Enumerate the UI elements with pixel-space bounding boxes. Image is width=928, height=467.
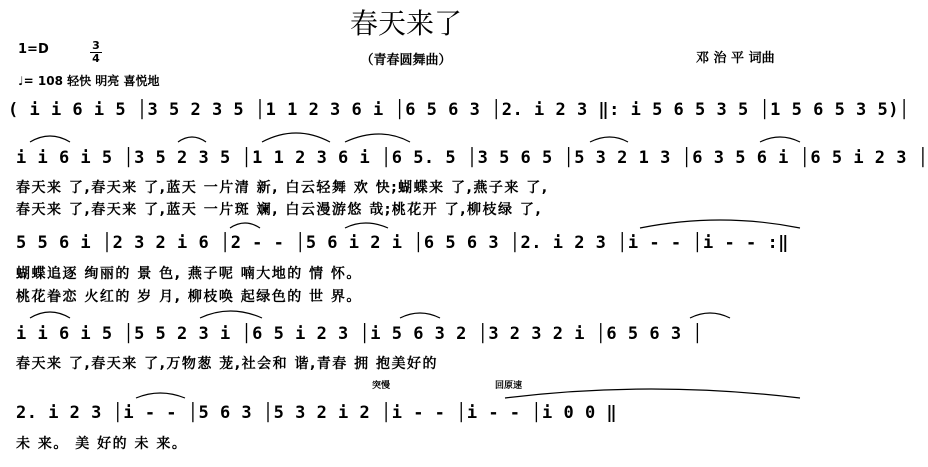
meter-numerator: 3 bbox=[90, 40, 102, 53]
a-tempo-mark: 回原速 bbox=[495, 381, 523, 391]
notation-line-3: 5 5 6 i │2 3 2 i 6 │2 - - │5 6 i 2 i │6 5 6 3 │2. i 2 3 │i - - │i - - :‖ bbox=[16, 233, 789, 253]
lyric-line-5: 未 来。 美 好的 未 来。 bbox=[16, 436, 188, 452]
notation-line-2: i i 6 i 5 │3 5 2 3 5 │1 1 2 3 6 i │6 5. 5 │3 5 6 5 │5 3 2 1 3 │6 3 5 6 i │6 5 i 2 3 │ bbox=[16, 148, 928, 168]
notation-line-5: 2. i 2 3 │i - - │5 6 3 │5 3 2 i 2 │i - - │i - - │i 0 0 ‖ bbox=[16, 403, 618, 423]
song-subtitle: （青春圆舞曲） bbox=[360, 53, 452, 68]
tempo-marking: ♩= 108 轻快 明亮 喜悦地 bbox=[18, 74, 160, 88]
lyric-line-2-verse-1: 春天来 了,春天来 了,蓝天 一片清 新, 白云轻舞 欢 快;蝴蝶来 了,燕子来 了, bbox=[16, 180, 549, 196]
notation-line-4: i i 6 i 5 │5 5 2 3 i │6 5 i 2 3 │i 5 6 3 2 │3 2 3 2 i │6 5 6 3 │ bbox=[16, 324, 704, 344]
lyric-line-4: 春天来 了,春天来 了,万物葱 茏,社会和 谐,青春 拥 抱美好的 bbox=[16, 356, 439, 372]
lyric-line-3-verse-2: 桃花眷恋 火红的 岁 月, 柳枝唤 起绿色的 世 界。 bbox=[16, 289, 362, 305]
notation-line-1: ( i i 6 i 5 │3 5 2 3 5 │1 1 2 3 6 i │6 5 6 3 │2. i 2 3 ‖: i 5 6 5 3 5 │1 5 6 5 3 5)│ bbox=[8, 100, 910, 120]
key-signature: 1=D bbox=[18, 42, 49, 57]
song-title: 春天来了 bbox=[349, 7, 462, 40]
lyric-line-2-verse-2: 春天来 了,春天来 了,蓝天 一片斑 斓, 白云漫游悠 哉;桃花开 了,柳枝绿 了, bbox=[16, 202, 543, 218]
composer-credit: 邓 治 平 词曲 bbox=[696, 51, 775, 66]
rit-mark: 突慢 bbox=[372, 381, 391, 391]
lyric-line-3-verse-1: 蝴蝶追逐 绚丽的 景 色, 燕子呢 喃大地的 情 怀。 bbox=[16, 266, 362, 282]
meter-denominator: 4 bbox=[92, 52, 100, 65]
